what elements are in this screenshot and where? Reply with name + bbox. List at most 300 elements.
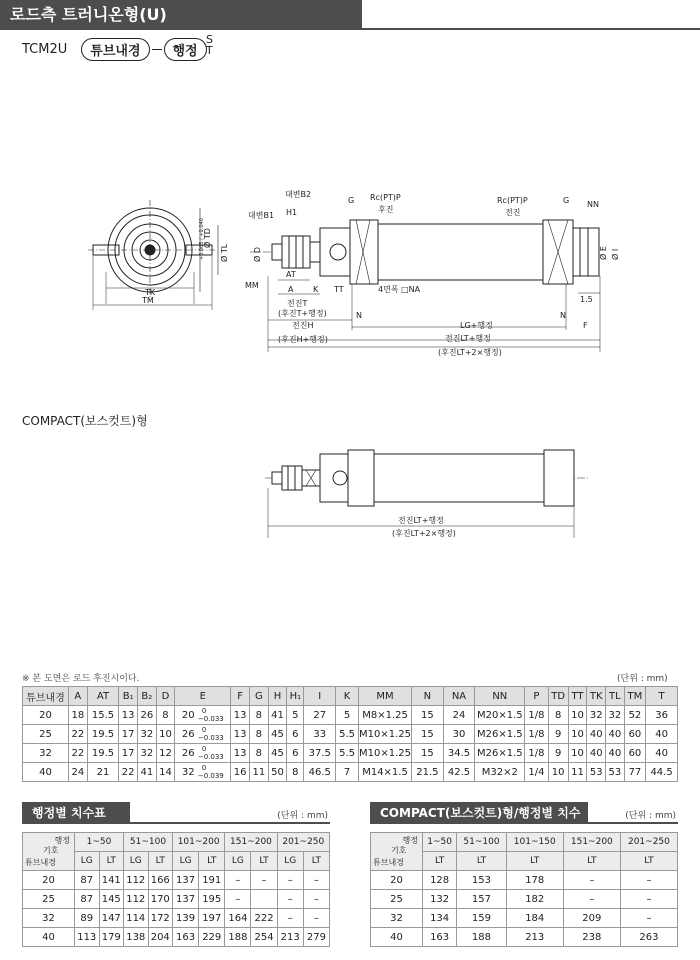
main-dimension-table xyxy=(22,686,678,782)
compact-table-bar xyxy=(370,802,678,824)
range-header: 51~100 xyxy=(124,833,173,852)
label-e: Ø E xyxy=(599,246,608,260)
header-cell: B₂ xyxy=(137,687,156,706)
table-cell: 132 xyxy=(423,890,457,909)
table-cell: 46.5 xyxy=(304,763,336,782)
compact-table-unit: (단위 : mm) xyxy=(625,811,676,821)
table-cell: 24 xyxy=(69,763,88,782)
table-cell: – xyxy=(620,909,677,928)
sub-header: LT xyxy=(251,852,277,871)
e-tol-bottom: −0.033 xyxy=(197,753,224,761)
table-cell: 22 xyxy=(119,763,138,782)
table-cell: 44.5 xyxy=(646,763,678,782)
compact-section-title: COMPACT(보스컷트)형 xyxy=(22,414,148,428)
table-cell: 15.5 xyxy=(87,706,119,725)
sub-header: LT xyxy=(423,852,457,871)
range-header: 201~250 xyxy=(277,833,329,852)
header-cell: P xyxy=(525,687,548,706)
table-cell: 13 xyxy=(231,706,250,725)
connector-dash xyxy=(152,49,162,50)
table-cell: 159 xyxy=(457,909,506,928)
table-cell: 40 xyxy=(646,744,678,763)
table-cell: 15 xyxy=(412,725,444,744)
table-cell: 114 xyxy=(124,909,149,928)
label-td: Ø TD xyxy=(203,228,212,248)
table-cell: 32 xyxy=(137,744,156,763)
table-cell: 20 xyxy=(23,706,69,725)
table-cell: 33 xyxy=(304,725,336,744)
table-cell: 40 xyxy=(587,725,606,744)
sub-header: LG xyxy=(225,852,251,871)
label-rear-lt: (후진LT+2×행정) xyxy=(438,348,502,357)
label-nn: NN xyxy=(587,200,599,209)
table-cell: 8 xyxy=(548,706,568,725)
table-cell: 32 xyxy=(587,706,606,725)
sub-header: LT xyxy=(148,852,173,871)
range-header: 1~50 xyxy=(75,833,124,852)
table-cell: 10 xyxy=(156,725,175,744)
label-h1: H1 xyxy=(286,208,298,217)
sub-header: LT xyxy=(620,852,677,871)
table-cell: 34.5 xyxy=(443,744,475,763)
table-cell: 50 xyxy=(268,763,287,782)
header-cell: N xyxy=(412,687,444,706)
table-cell: M14×1.5 xyxy=(359,763,412,782)
e-tol-top: 0 xyxy=(201,726,207,734)
label-forward-lt: 전진LT+행정 xyxy=(445,334,491,343)
header-cell: A xyxy=(69,687,88,706)
header-cell: D xyxy=(156,687,175,706)
table-cell: 8 xyxy=(156,706,175,725)
table-cell: 153 xyxy=(457,871,506,890)
table-cell: 128 xyxy=(423,871,457,890)
header-cell: I xyxy=(304,687,336,706)
table-cell: – xyxy=(620,890,677,909)
header-cell: TL xyxy=(606,687,625,706)
table-cell: 6 xyxy=(287,725,304,744)
table-cell: 22 xyxy=(69,744,88,763)
e-tolerance xyxy=(198,745,224,761)
header-cell: H₁ xyxy=(287,687,304,706)
table-cell: 279 xyxy=(303,928,329,947)
table-cell: 141 xyxy=(99,871,124,890)
table-cell: 15 xyxy=(412,744,444,763)
table-cell: – xyxy=(563,871,620,890)
stroke-table-unit: (단위 : mm) xyxy=(277,811,328,821)
table-cell: – xyxy=(225,871,251,890)
table-cell: 182 xyxy=(506,890,563,909)
page-header xyxy=(0,0,362,30)
corner-stroke: 행정 xyxy=(402,836,418,845)
e-cell xyxy=(175,725,231,744)
table-cell: 41 xyxy=(137,763,156,782)
table-cell: 9 xyxy=(548,725,568,744)
table-cell: 53 xyxy=(606,763,625,782)
table-cell: – xyxy=(251,871,277,890)
table-cell: 213 xyxy=(506,928,563,947)
label-15: 1.5 xyxy=(580,295,593,304)
label-rear-t: (후진T+행정) xyxy=(278,309,327,318)
table-cell: 163 xyxy=(423,928,457,947)
table-cell: 89 xyxy=(75,909,100,928)
table-cell: 112 xyxy=(124,890,149,909)
table-cell: – xyxy=(303,890,329,909)
sub-header: LG xyxy=(173,852,199,871)
corner-bore: 튜브내경 xyxy=(373,858,404,867)
table-cell: 166 xyxy=(148,871,173,890)
sub-header: LG xyxy=(124,852,149,871)
table-cell: 40 xyxy=(646,725,678,744)
range-header: 51~100 xyxy=(457,833,506,852)
label-rear-h: (후진H+행정) xyxy=(278,335,328,344)
table-row xyxy=(371,928,678,947)
label-mm: MM xyxy=(245,281,259,290)
table-cell: 19.5 xyxy=(87,725,119,744)
suffix-s: S xyxy=(206,33,213,46)
table-cell: 77 xyxy=(624,763,645,782)
table-cell: M26×1.5 xyxy=(475,725,525,744)
table-cell: – xyxy=(563,890,620,909)
table-row xyxy=(23,871,330,890)
stroke-table-body xyxy=(23,871,330,947)
corner-symbol: 기호 xyxy=(391,846,407,855)
e-tolerance xyxy=(198,707,224,723)
table-cell: 179 xyxy=(99,928,124,947)
table-cell: 11 xyxy=(250,763,269,782)
table-cell: – xyxy=(277,909,303,928)
table-cell: M20×1.5 xyxy=(475,706,525,725)
table-cell: 41 xyxy=(268,706,287,725)
bore-cell: 40 xyxy=(23,928,75,947)
table-cell: 138 xyxy=(124,928,149,947)
label-forward-right: 전진 xyxy=(505,208,521,217)
table-cell: 11 xyxy=(568,763,587,782)
table-cell: – xyxy=(225,890,251,909)
mount-suffix xyxy=(206,34,213,56)
table-cell: 147 xyxy=(99,909,124,928)
compact-dimension-table xyxy=(370,832,678,947)
table-cell: M10×1.25 xyxy=(359,725,412,744)
table-cell: 254 xyxy=(251,928,277,947)
sub-header: LT xyxy=(457,852,506,871)
suffix-t: T xyxy=(206,44,213,57)
table-cell: 188 xyxy=(457,928,506,947)
label-td-tol: +0.065 / +0.040 xyxy=(199,218,205,260)
table-cell: 12 xyxy=(156,744,175,763)
corner-stroke: 행정 xyxy=(54,836,70,845)
header-cell: AT xyxy=(87,687,119,706)
sub-header: LT xyxy=(506,852,563,871)
label-n-right: N xyxy=(560,311,566,320)
side-view xyxy=(250,220,600,352)
table-cell xyxy=(251,890,277,909)
range-header: 101~200 xyxy=(173,833,225,852)
table-cell: 45 xyxy=(268,725,287,744)
header-cell: TK xyxy=(587,687,606,706)
table-cell: 30 xyxy=(443,725,475,744)
table-cell: 22 xyxy=(69,725,88,744)
table-cell: 197 xyxy=(199,909,225,928)
main-table-header-row xyxy=(23,687,678,706)
label-forward-h: 전진H xyxy=(292,321,314,330)
table-cell: 195 xyxy=(199,890,225,909)
table-cell: 8 xyxy=(250,744,269,763)
label-tt: TT xyxy=(334,285,344,294)
table-cell: 9 xyxy=(548,744,568,763)
table-cell: 172 xyxy=(148,909,173,928)
table-cell: – xyxy=(303,909,329,928)
e-main: 26 xyxy=(181,748,195,759)
table-cell: 134 xyxy=(423,909,457,928)
table-cell: 14 xyxy=(156,763,175,782)
e-tol-bottom: −0.033 xyxy=(197,734,224,742)
header-cell: MM xyxy=(359,687,412,706)
table-cell: – xyxy=(303,871,329,890)
label-g-right: G xyxy=(563,196,570,205)
table-cell: 6 xyxy=(287,744,304,763)
table-cell: 60 xyxy=(624,725,645,744)
table-cell: 191 xyxy=(199,871,225,890)
bore-cell: 25 xyxy=(371,890,423,909)
table-cell: 10 xyxy=(548,763,568,782)
sub-header: LG xyxy=(75,852,100,871)
stroke-table-bar xyxy=(22,802,330,824)
header-cell: E xyxy=(175,687,231,706)
page-title: 로드측 트러니온형(U) xyxy=(10,5,167,24)
stroke-dimension-table xyxy=(22,832,330,947)
table-cell: 213 xyxy=(277,928,303,947)
table-cell: 60 xyxy=(624,744,645,763)
table-cell: – xyxy=(620,871,677,890)
table-cell: 24 xyxy=(443,706,475,725)
compact-drawing xyxy=(0,440,700,550)
table-cell: 18 xyxy=(69,706,88,725)
label-tm: TM xyxy=(142,296,154,305)
header-cell: F xyxy=(231,687,250,706)
table-cell: 5 xyxy=(336,706,359,725)
label-tl: Ø TL xyxy=(220,243,229,262)
table-row xyxy=(371,871,678,890)
range-header: 101~150 xyxy=(506,833,563,852)
bore-cell: 20 xyxy=(371,871,423,890)
table-cell: 157 xyxy=(457,890,506,909)
bore-cell: 25 xyxy=(23,890,75,909)
sub-header: LT xyxy=(563,852,620,871)
table-cell: 137 xyxy=(173,871,199,890)
table-cell: 5 xyxy=(287,706,304,725)
table-cell: 40 xyxy=(606,725,625,744)
table-cell: 40 xyxy=(23,763,69,782)
label-b1: 대변B1 xyxy=(248,211,275,220)
table-cell: 10 xyxy=(568,744,587,763)
bore-cell: 32 xyxy=(371,909,423,928)
sub-header: LT xyxy=(199,852,225,871)
range-header: 151~200 xyxy=(225,833,277,852)
table-cell: 8 xyxy=(250,706,269,725)
table-row xyxy=(23,706,678,725)
compact-table-title: COMPACT(보스컷트)형/행정별 치수 xyxy=(370,802,588,824)
table-cell: 13 xyxy=(231,725,250,744)
label-rear-left: 후진 xyxy=(378,205,394,214)
table-cell: 26 xyxy=(137,706,156,725)
table-cell: 42.5 xyxy=(443,763,475,782)
table-cell: 5.5 xyxy=(336,744,359,763)
label-i: Ø I xyxy=(611,248,620,260)
e-tol-top: 0 xyxy=(201,745,207,753)
header-cell: T xyxy=(646,687,678,706)
label-at: AT xyxy=(286,270,296,279)
corner-symbol: 기호 xyxy=(43,846,59,855)
table-cell: 209 xyxy=(563,909,620,928)
header-rule xyxy=(0,28,700,30)
label-d: Ø D xyxy=(253,247,262,262)
table-cell: 8 xyxy=(287,763,304,782)
table-cell: – xyxy=(277,890,303,909)
table-cell: 222 xyxy=(251,909,277,928)
table-cell: 7 xyxy=(336,763,359,782)
table-cell: 13 xyxy=(231,744,250,763)
drawing-note: ※ 본 도면은 로드 후진시이다. xyxy=(22,674,140,684)
label-f: F xyxy=(583,321,588,330)
label-b2: 대변B2 xyxy=(285,190,312,199)
e-tolerance xyxy=(198,726,224,742)
table-cell: 5.5 xyxy=(336,725,359,744)
table-cell: 52 xyxy=(624,706,645,725)
table-cell: 204 xyxy=(148,928,173,947)
bore-cell: 40 xyxy=(371,928,423,947)
table-cell: 87 xyxy=(75,890,100,909)
compact-rear-lt: (후진LT+2×행정) xyxy=(392,529,456,538)
table-cell: 112 xyxy=(124,871,149,890)
sub-header: LT xyxy=(99,852,124,871)
e-main: 26 xyxy=(181,729,195,740)
table-cell: 27 xyxy=(304,706,336,725)
table-cell: 40 xyxy=(606,744,625,763)
bore-cell: 32 xyxy=(23,909,75,928)
table-cell: – xyxy=(277,871,303,890)
table-cell: 16 xyxy=(231,763,250,782)
table-cell: 184 xyxy=(506,909,563,928)
header-cell: B₁ xyxy=(119,687,138,706)
header-cell: 튜브내경 xyxy=(23,687,69,706)
label-na: 4면폭 □NA xyxy=(378,285,421,294)
table-cell: 32 xyxy=(23,744,69,763)
table-cell: 1/4 xyxy=(525,763,548,782)
header-cell: H xyxy=(268,687,287,706)
table-row xyxy=(23,763,678,782)
e-main: 32 xyxy=(181,767,195,778)
header-cell: TT xyxy=(568,687,587,706)
table-cell: 188 xyxy=(225,928,251,947)
table-cell: 229 xyxy=(199,928,225,947)
range-header: 151~200 xyxy=(563,833,620,852)
label-g-left: G xyxy=(348,196,355,205)
table-cell: 10 xyxy=(568,706,587,725)
table-cell: 13 xyxy=(119,706,138,725)
table-cell: 32 xyxy=(137,725,156,744)
table-cell: 238 xyxy=(563,928,620,947)
compact-forward-lt: 전진LT+행정 xyxy=(398,516,444,525)
label-a: A xyxy=(288,285,294,294)
table-cell: 21.5 xyxy=(412,763,444,782)
table-cell: 1/8 xyxy=(525,744,548,763)
tube-bore-pill: 튜브내경 xyxy=(81,38,149,61)
table-cell: 8 xyxy=(250,725,269,744)
table-row xyxy=(23,928,330,947)
e-tolerance xyxy=(198,764,224,780)
table-cell: 17 xyxy=(119,725,138,744)
table-cell: M26×1.5 xyxy=(475,744,525,763)
table-cell: 45 xyxy=(268,744,287,763)
e-tol-bottom: −0.039 xyxy=(197,772,224,780)
table-row xyxy=(371,890,678,909)
table-cell: 170 xyxy=(148,890,173,909)
bore-cell: 20 xyxy=(23,871,75,890)
e-main: 20 xyxy=(181,710,195,721)
main-unit: (단위 : mm) xyxy=(617,674,668,684)
table-cell: 17 xyxy=(119,744,138,763)
table-cell: 40 xyxy=(587,744,606,763)
header-cell: K xyxy=(336,687,359,706)
corner-bore: 튜브내경 xyxy=(25,858,56,867)
table-cell: 32 xyxy=(606,706,625,725)
table-cell: 139 xyxy=(173,909,199,928)
table-row xyxy=(23,744,678,763)
header-cell: TM xyxy=(624,687,645,706)
table-row xyxy=(23,909,330,928)
table-cell: 19.5 xyxy=(87,744,119,763)
e-cell xyxy=(175,763,231,782)
table-cell: 1/8 xyxy=(525,706,548,725)
table-cell: 137 xyxy=(173,890,199,909)
table-cell: 163 xyxy=(173,928,199,947)
sub-header: LG xyxy=(277,852,303,871)
table-cell: 37.5 xyxy=(304,744,336,763)
compact-table-body xyxy=(371,871,678,947)
e-tol-top: 0 xyxy=(201,707,207,715)
range-header: 201~250 xyxy=(620,833,677,852)
table-cell: 36 xyxy=(646,706,678,725)
sub-header: LT xyxy=(303,852,329,871)
table-cell: 10 xyxy=(568,725,587,744)
table-cell: M8×1.25 xyxy=(359,706,412,725)
header-cell: TD xyxy=(548,687,568,706)
table-row xyxy=(23,890,330,909)
header-cell: NA xyxy=(443,687,475,706)
stroke-pill: 행정 xyxy=(164,38,207,61)
table-cell: 53 xyxy=(587,763,606,782)
table-cell: 113 xyxy=(75,928,100,947)
label-k: K xyxy=(313,285,319,294)
table-cell: 263 xyxy=(620,928,677,947)
e-cell xyxy=(175,706,231,725)
table-cell: 178 xyxy=(506,871,563,890)
header-cell: NN xyxy=(475,687,525,706)
table-row xyxy=(23,725,678,744)
e-cell xyxy=(175,744,231,763)
label-tk: TK xyxy=(145,288,156,297)
model-code-line xyxy=(22,38,207,61)
table-cell: 21 xyxy=(87,763,119,782)
table-corner xyxy=(371,833,423,871)
table-cell: M32×2 xyxy=(475,763,525,782)
table-cell: 164 xyxy=(225,909,251,928)
label-rc-left: Rc(PT)P xyxy=(370,193,401,202)
model-code: TCM2U xyxy=(22,42,68,57)
label-lg: LG+행정 xyxy=(460,321,493,330)
table-row xyxy=(371,909,678,928)
e-tol-bottom: −0.033 xyxy=(197,715,224,723)
